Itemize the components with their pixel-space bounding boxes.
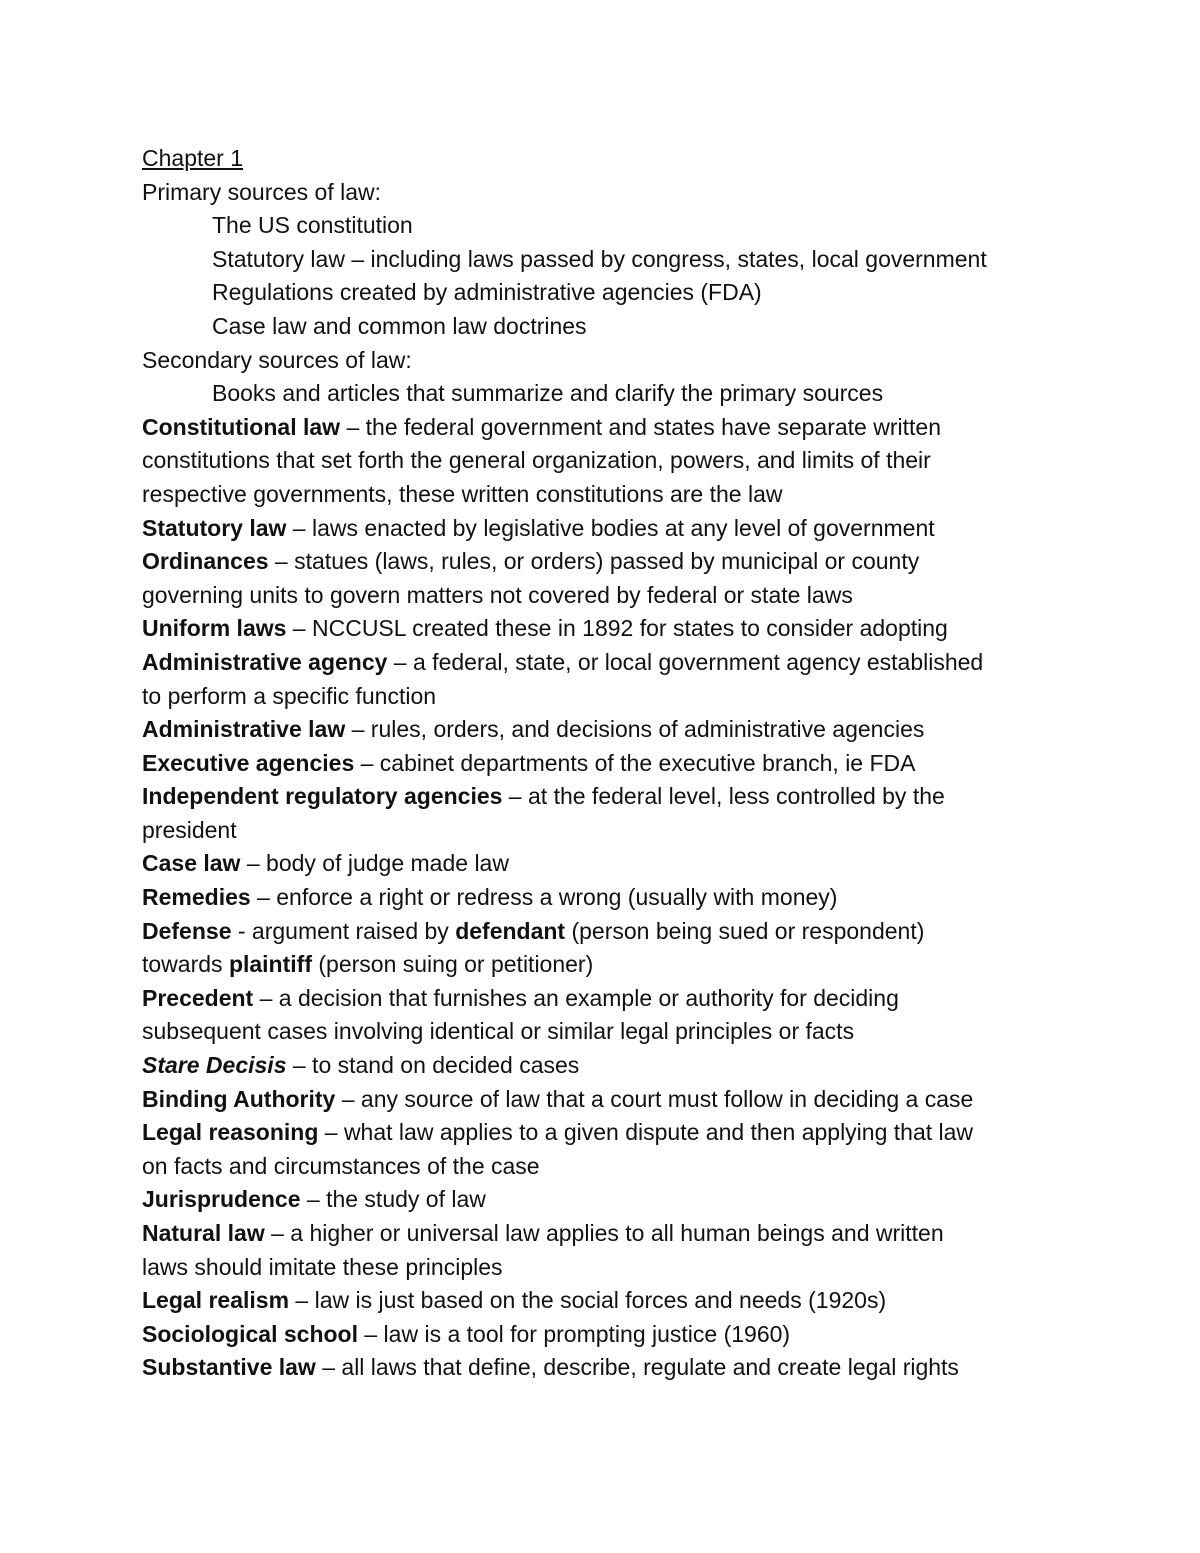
term: Legal reasoning [142, 1119, 319, 1146]
term: Executive agencies [142, 749, 355, 776]
definition-text: – to stand on decided cases [286, 1052, 580, 1079]
definition-text: – law is a tool for prompting justice (1960) [357, 1320, 791, 1347]
definition-continuation: subsequent cases involving identical or similar legal principles or facts [142, 1018, 855, 1045]
definition-continuation: president [142, 816, 237, 843]
definition-binding-authority [142, 1083, 1142, 1117]
term: Stare Decisis [142, 1052, 287, 1079]
chapter-title: Chapter 1 [142, 145, 244, 171]
term: Legal realism [142, 1287, 290, 1314]
definition-remedies [142, 881, 1142, 915]
secondary-source-item: Books and articles that summarize and clarify the primary sources [212, 380, 884, 407]
definition-precedent [142, 982, 1142, 1016]
definition-administrative-agency [142, 646, 1142, 680]
term: Case law [142, 850, 241, 877]
term: Sociological school [142, 1320, 358, 1347]
definition-text: – what law applies to a given dispute and then applying that law [318, 1119, 974, 1146]
term: Jurisprudence [142, 1186, 301, 1213]
term: Substantive law [142, 1354, 316, 1381]
definition-continuation [142, 948, 1142, 982]
definition-text: towards [142, 951, 229, 978]
definition-text: – all laws that define, describe, regulate and create legal rights [315, 1354, 959, 1381]
definition-case-law [142, 847, 1142, 881]
term: Constitutional law [142, 413, 341, 440]
term: Remedies [142, 884, 251, 911]
definition-text: – a decision that furnishes an example or authority for deciding [253, 984, 899, 1011]
definition-text: – law is just based on the social forces and needs (1920s) [289, 1287, 887, 1314]
definition-text: – a higher or universal law applies to all human beings and written [264, 1220, 944, 1246]
term: Ordinances [142, 548, 269, 575]
definition-continuation: laws should imitate these principles [142, 1253, 503, 1280]
definition-text: - argument raised by [231, 917, 456, 944]
secondary-sources-heading: Secondary sources of law: [142, 346, 412, 373]
term: Statutory law [142, 514, 287, 541]
primary-source-item: Statutory law – including laws passed by congress, states, local government [212, 245, 987, 272]
definition-text: – a federal, state, or local government agency established [387, 648, 984, 675]
definition-text: – body of judge made law [240, 850, 509, 877]
definition-text: (person suing or petitioner) [311, 951, 594, 978]
definition-text: – any source of law that a court must follow in deciding a case [335, 1085, 974, 1112]
definition-substantive-law [142, 1351, 1142, 1385]
definition-uniform-laws [142, 612, 1142, 646]
term: Administrative agency [142, 648, 388, 675]
definition-legal-realism [142, 1284, 1142, 1318]
definition-executive-agencies [142, 747, 1142, 781]
definition-ordinances [142, 545, 1142, 579]
definition-text: – cabinet departments of the executive branch, ie FDA [354, 749, 916, 776]
primary-source-item: Regulations created by administrative agencies (FDA) [212, 279, 762, 306]
definition-defense [142, 915, 1142, 949]
term: Independent regulatory agencies [142, 783, 503, 810]
definition-sociological-school [142, 1318, 1142, 1352]
definition-text: – NCCUSL created these in 1892 for states to consider adopting [286, 615, 948, 642]
term: Binding Authority [142, 1085, 336, 1112]
document-page [142, 142, 1142, 1385]
definition-statutory-law [142, 512, 1142, 546]
definition-continuation: to perform a specific function [142, 682, 437, 709]
primary-sources-heading: Primary sources of law: [142, 178, 382, 205]
definition-text: – at the federal level, less controlled by the [502, 783, 945, 810]
definition-independent-regulatory-agencies [142, 780, 1142, 814]
definition-text: – enforce a right or redress a wrong (usually with money) [250, 884, 838, 911]
definition-continuation: respective governments, these written constitutions are the law [142, 480, 783, 507]
definition-text: – rules, orders, and decisions of administrative agencies [345, 716, 925, 743]
term: Natural law [142, 1220, 265, 1246]
term: Defense [142, 917, 232, 944]
definition-continuation: on facts and circumstances of the case [142, 1152, 540, 1179]
term: Uniform laws [142, 615, 287, 642]
term: defendant [455, 917, 566, 944]
primary-source-item: The US constitution [212, 212, 413, 239]
definition-text: – statues (laws, rules, or orders) passed by municipal or county [268, 548, 920, 575]
definition-stare-decisis [142, 1049, 1142, 1083]
definition-text: – the federal government and states have separate written [340, 413, 941, 440]
definition-jurisprudence [142, 1183, 1142, 1217]
term: Administrative law [142, 716, 346, 743]
definition-constitutional-law [142, 411, 1142, 445]
definition-legal-reasoning [142, 1116, 1142, 1150]
definition-text: – laws enacted by legislative bodies at any level of government [286, 514, 935, 541]
definition-text: (person being sued or respondent) [565, 917, 925, 944]
term: Precedent [142, 984, 254, 1011]
definition-natural-law [142, 1217, 1142, 1251]
definition-continuation: constitutions that set forth the general organization, powers, and limits of their [142, 447, 931, 474]
primary-source-item: Case law and common law doctrines [212, 312, 587, 339]
definition-continuation: governing units to govern matters not covered by federal or state laws [142, 581, 853, 608]
term: plaintiff [228, 951, 312, 978]
definition-administrative-law [142, 713, 1142, 747]
definition-text: – the study of law [300, 1186, 486, 1213]
